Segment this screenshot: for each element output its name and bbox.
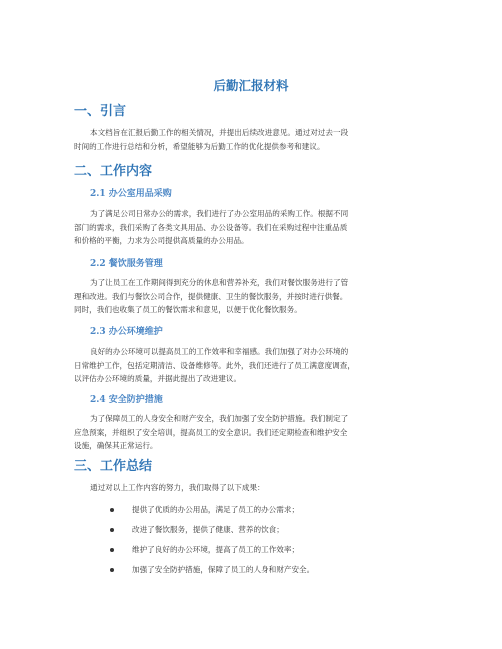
paragraph-line: 日常维护工作，包括定期清洁、设备维修等。此外，我们还进行了员工满意度调查， xyxy=(74,360,355,370)
section-heading-introduction: 一、引言 xyxy=(74,104,127,119)
paragraph-line: 应急预案，并组织了安全培训，提高员工的安全意识。我们还定期检查和维护安全 xyxy=(74,427,348,437)
document-title: 后勤汇报材料 xyxy=(213,78,289,93)
paragraph-line: 本文档旨在汇报后勤工作的相关情况，并提出后续改进意见。通过对过去一段 xyxy=(90,128,349,137)
section-heading-summary: 三、工作总结 xyxy=(74,459,153,474)
subsection-heading-office-supplies: 2.1 办公室用品采购 xyxy=(90,189,172,199)
subsection-heading-office-environment: 2.3 办公环境维护 xyxy=(90,327,163,337)
paragraph-line: 部门的需求，我们采购了各类文具用品、办公设备等。我们在采购过程中注重品质 xyxy=(74,222,348,232)
bullet-icon xyxy=(110,528,114,532)
introduction-paragraph xyxy=(74,126,430,153)
summary-paragraph xyxy=(74,481,430,495)
paragraph-line: 以评估办公环境的质量，并据此提出了改进建议。 xyxy=(74,374,242,383)
office-supplies-paragraph xyxy=(74,207,430,248)
bullet-icon xyxy=(110,508,114,512)
subsection-heading-safety: 2.4 安全防护措施 xyxy=(90,395,163,405)
paragraph-line: 为了保障员工的人身安全和财产安全，我们加强了安全防护措施。我们制定了 xyxy=(90,414,349,423)
paragraph-line: 为了让员工在工作期间得到充分的休息和营养补充，我们对餐饮服务进行了管 xyxy=(90,278,349,287)
subsection-heading-catering: 2.2 餐饮服务管理 xyxy=(90,259,163,269)
paragraph-line: 良好的办公环境可以提高员工的工作效率和幸福感。我们加强了对办公环境的 xyxy=(90,347,349,356)
paragraph-line: 理和改进。我们与餐饮公司合作，提供健康、卫生的餐饮服务，并按时进行供餐。 xyxy=(74,291,348,301)
paragraph-line: 同时，我们也收集了员工的餐饮需求和意见，以便于优化餐饮服务。 xyxy=(74,305,302,314)
section-heading-work-content: 二、工作内容 xyxy=(74,164,153,179)
paragraph-line: 通过对以上工作内容的努力，我们取得了以下成果： xyxy=(90,483,265,492)
paragraph-line: 时间的工作进行总结和分析，希望能够为后勤工作的优化提供参考和建议。 xyxy=(74,141,325,151)
bullet-icon xyxy=(110,568,114,572)
paragraph-line: 和价格的平衡，力求为公司提供高质量的办公用品。 xyxy=(74,236,249,245)
bullet-icon xyxy=(110,548,114,552)
paragraph-line: 设施，确保其正常运行。 xyxy=(74,441,158,450)
safety-paragraph xyxy=(74,412,430,453)
paragraph-line: 为了满足公司日常办公的需求，我们进行了办公室用品的采购工作。根据不同 xyxy=(90,209,349,218)
office-environment-paragraph xyxy=(74,345,430,386)
document-page: 后勤汇报材料 一、引言 本文档旨在汇报后勤工作的相关情况，并提出后续改进意见。通过对过去一段 时间的工作进行总结和分析，希望能够为后勤工作的优化提供参考和建议。 二、工作内容 2.1 办公室用品采购 为了满足公司日常办公的需求，我们进行了办公室用品的采购工作。根据不同 部门的需求，我们采购了各类文具用品、办公设备等。我们在采购过程中注重品质 和价格的平衡，力求为公司提供高质量的办公用品。 2.2 餐饮服务管理 为了让员工在工作期间得到充分的休息和营养补充，我们对餐饮服务进行了管 理和改进。我们与餐饮公司合作，提供健康、卫生的餐饮服务，并按时进行供餐。 同时，我们也收集了员工的餐饮需求和意见，以便于优化餐饮服务。 2.3 办公环境维护 良好的办公环境可以提高员工的工作效率和幸福感。我们加强了对办公环境的 日常维护工作，包括定期清洁、设备维修等。此外，我们还进行了员工满意度调查， 以评估办公环境的质量，并据此提出了改进建议。 2.4 安全防护措施 为了保障员工的人身安全和财产安全，我们加强了安全防护措施。我们制定了 应急预案，并组织了安全培训，提高员工的安全意识。我们还定期检查和维护安全 设施，确保其正常运行。 三、工作总结 通过对以上工作内容的努力，我们取得了以下成果： 提供了优质的办公用品，满足了员工的办公需求； 改进了餐饮服务，提供了健康、营养的饮食； 维护了良好的办公环境，提高了员工的工作效率； 加强了安全防护措施，保障了员工的人身和财产安全。 xyxy=(0,0,502,649)
catering-paragraph xyxy=(74,276,430,317)
